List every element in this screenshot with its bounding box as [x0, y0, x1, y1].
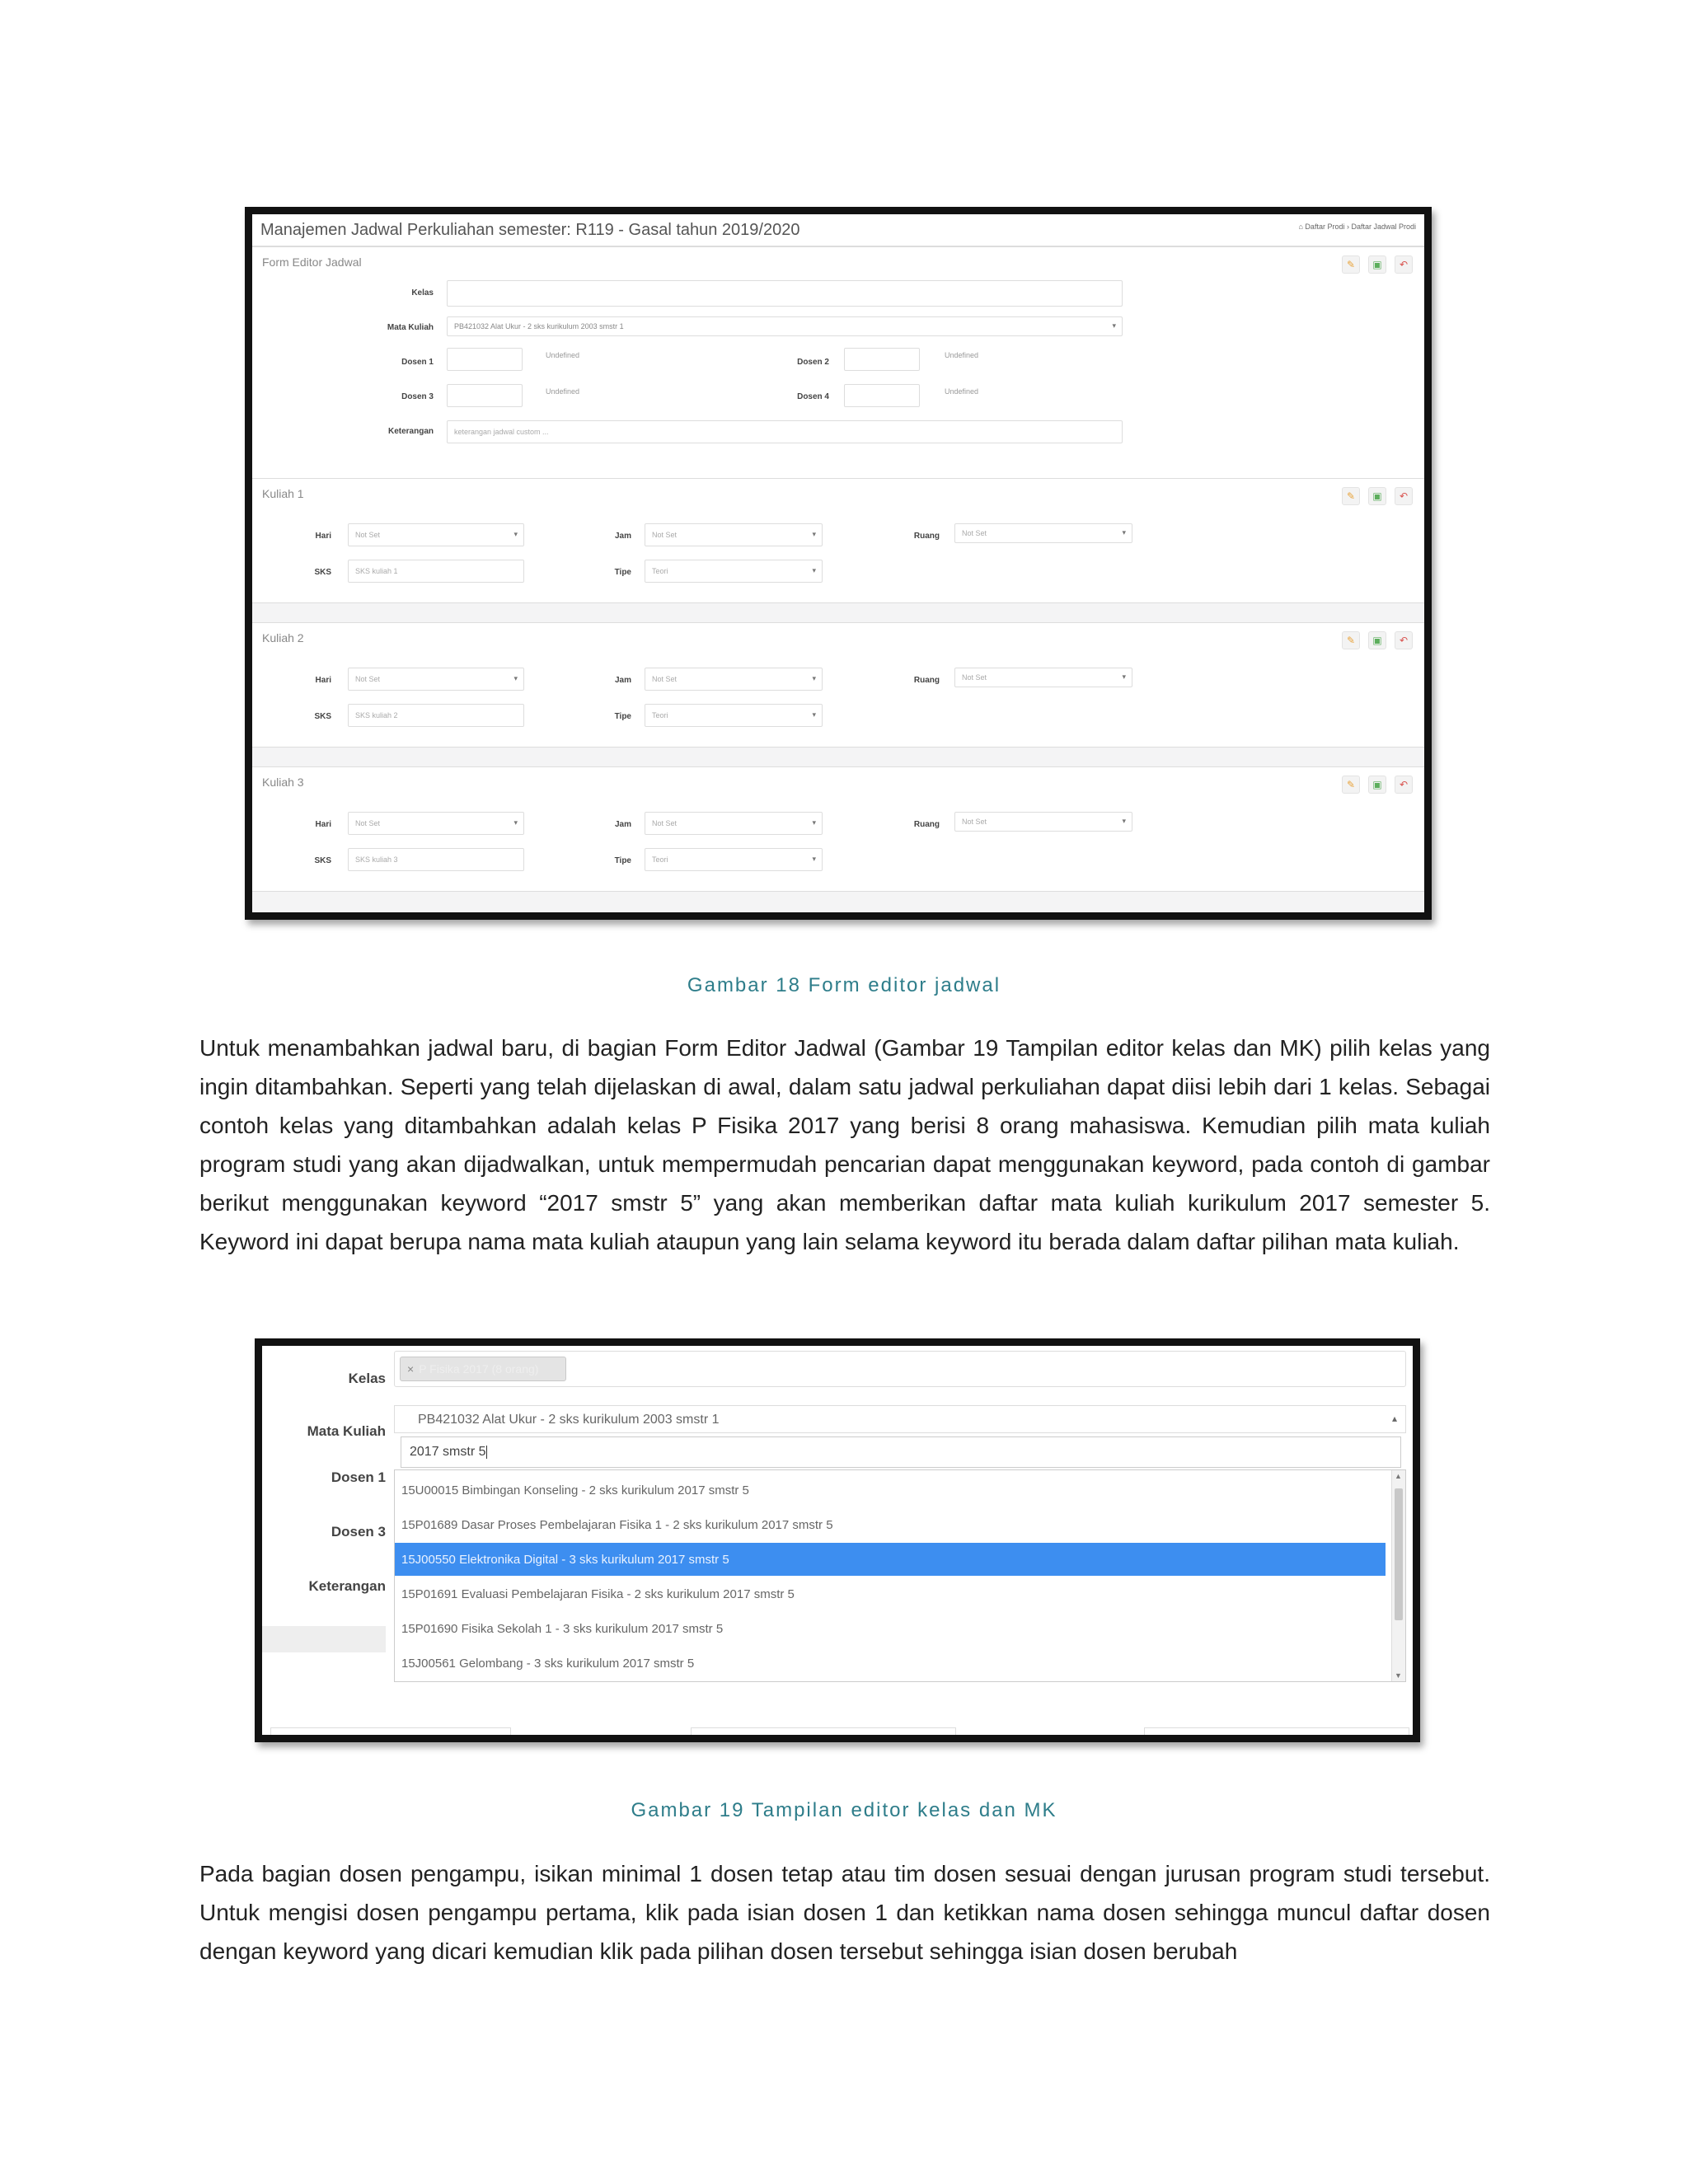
tipe-select[interactable]: [645, 848, 823, 871]
tipe-label: Tipe: [614, 568, 631, 577]
undo-icon[interactable]: ↶: [1395, 776, 1413, 794]
ruang-label: Ruang: [913, 676, 940, 685]
jam-select[interactable]: [645, 668, 823, 691]
chevron-down-icon: ▾: [1122, 817, 1126, 825]
kelas-chip-label: P Fisika 2017 (8 orang): [419, 1362, 539, 1376]
chevron-up-icon: ▴: [1391, 1413, 1397, 1424]
sks-label: SKS: [314, 568, 331, 577]
tipe-label: Tipe: [614, 712, 631, 721]
mata-kuliah-value: PB421032 Alat Ukur - 2 sks kurikulum 2003 smstr 1: [454, 322, 624, 330]
sks-placeholder: SKS kuliah 2: [355, 711, 398, 719]
ruang-select[interactable]: [954, 812, 1132, 832]
tipe-label: Tipe: [614, 856, 631, 865]
page-header: [252, 214, 1424, 246]
kelas-chip[interactable]: [400, 1357, 566, 1381]
kuliah-title: Kuliah 3: [262, 776, 304, 789]
jam-value: Not Set: [652, 531, 678, 539]
mata-kuliah-select[interactable]: [447, 316, 1123, 336]
hari-value: Not Set: [355, 675, 381, 683]
chevron-down-icon: ▾: [812, 530, 816, 538]
dosen1-label: Dosen 1: [331, 1469, 386, 1485]
dosen4-name: Undefined: [945, 387, 979, 396]
jam-select[interactable]: [645, 812, 823, 835]
jam-value: Not Set: [652, 819, 678, 827]
panel-title: Form Editor Jadwal: [262, 255, 362, 269]
ruang-label: Ruang: [913, 820, 940, 829]
kelas-mk-editor-screenshot: [255, 1338, 1420, 1742]
jam-value: Not Set: [652, 675, 678, 683]
edit-icon[interactable]: ✎: [1342, 255, 1360, 274]
undo-icon[interactable]: ↶: [1395, 631, 1413, 649]
chevron-down-icon: ▾: [812, 710, 816, 719]
chevron-down-icon: ▾: [513, 674, 518, 682]
scrollbar[interactable]: [1391, 1470, 1405, 1681]
tipe-value: Teori: [652, 567, 668, 575]
label-column: [262, 1346, 386, 1735]
sks-input[interactable]: [348, 704, 524, 727]
sks-input[interactable]: [348, 560, 524, 583]
form-editor-panel: [252, 246, 1424, 479]
hari-select[interactable]: [348, 812, 524, 835]
mata-kuliah-label: Mata Kuliah: [307, 1423, 386, 1439]
sks-label: SKS: [314, 712, 331, 721]
chevron-down-icon: ▾: [1122, 673, 1126, 681]
save-icon[interactable]: ▣: [1368, 255, 1386, 274]
dosen2-name: Undefined: [945, 351, 979, 359]
save-icon[interactable]: ▣: [1368, 487, 1386, 505]
tipe-select[interactable]: [645, 704, 823, 727]
kuliah-title: Kuliah 2: [262, 631, 304, 644]
hari-select[interactable]: [348, 668, 524, 691]
figure18-caption: Gambar 18 Form editor jadwal: [687, 974, 1001, 996]
dosen4-input[interactable]: [844, 384, 920, 407]
kuliah-panel: [252, 766, 1424, 892]
tipe-select[interactable]: [645, 560, 823, 583]
dosen-input-partial: [270, 1727, 511, 1742]
sks-label: SKS: [314, 856, 331, 865]
hari-select[interactable]: [348, 523, 524, 546]
mata-kuliah-search-input[interactable]: [401, 1436, 1401, 1468]
breadcrumb[interactable]: ⌂ Daftar Prodi › Daftar Jadwal Prodi: [1298, 223, 1416, 231]
mata-kuliah-label: Mata Kuliah: [387, 323, 434, 332]
dosen3-label: Dosen 3: [401, 392, 434, 401]
hari-value: Not Set: [355, 819, 381, 827]
hari-label: Hari: [315, 532, 331, 541]
jam-label: Jam: [614, 676, 631, 685]
dosen2-label: Dosen 2: [797, 358, 829, 367]
dosen3-input[interactable]: [447, 384, 523, 407]
undo-icon[interactable]: ↶: [1395, 487, 1413, 505]
kuliah-panel: [252, 478, 1424, 603]
paragraph-2: Pada bagian dosen pengampu, isikan minimal 1 dosen tetap atau tim dosen sesuai dengan jurusan program studi tersebut. Untuk mengisi dosen pengampu pertama, klik pada isian dosen 1 dan ketikkan nama dosen sehingga muncul daftar dosen dengan keyword yang dicari kemudian klik pada pilihan dosen tersebut sehingga isian dosen berubah: [199, 1861, 1490, 1964]
chevron-down-icon: ▾: [1122, 528, 1126, 537]
undo-icon[interactable]: ↶: [1395, 255, 1413, 274]
sks-placeholder: SKS kuliah 3: [355, 855, 398, 864]
search-value: 2017 smstr 5: [410, 1445, 486, 1459]
hari-label: Hari: [315, 820, 331, 829]
option-item[interactable]: 15P01690 Fisika Sekolah 1 - 3 sks kurikulum 2017 smstr 5: [401, 1622, 724, 1636]
kelas-label: Kelas: [348, 1371, 386, 1386]
dosen3-name: Undefined: [546, 387, 580, 396]
edit-icon[interactable]: ✎: [1342, 776, 1360, 794]
keterangan-label: Keterangan: [308, 1578, 386, 1594]
edit-icon[interactable]: ✎: [1342, 487, 1360, 505]
ruang-value: Not Set: [962, 818, 987, 826]
tipe-value: Teori: [652, 855, 668, 864]
mata-kuliah-select[interactable]: [394, 1405, 1406, 1433]
keterangan-input[interactable]: [447, 420, 1123, 443]
sks-input[interactable]: [348, 848, 524, 871]
form-editor-screenshot: [245, 207, 1432, 920]
kelas-input[interactable]: [447, 280, 1123, 307]
close-icon[interactable]: ×: [407, 1362, 415, 1376]
hari-value: Not Set: [355, 531, 381, 539]
scroll-down-icon[interactable]: ▼: [1395, 1671, 1402, 1680]
option-item[interactable]: 15U00015 Bimbingan Konseling - 2 sks kurikulum 2017 smstr 5: [401, 1483, 749, 1497]
dosen3-label: Dosen 3: [331, 1524, 386, 1540]
kuliah-title: Kuliah 1: [262, 487, 304, 500]
scrollbar-thumb[interactable]: [1395, 1488, 1403, 1620]
ruang-value: Not Set: [962, 673, 987, 682]
text-cursor: [486, 1446, 487, 1459]
dosen1-label: Dosen 1: [401, 358, 434, 367]
figure19-caption: Gambar 19 Tampilan editor kelas dan MK: [631, 1799, 1057, 1821]
dosen4-label: Dosen 4: [797, 392, 829, 401]
chevron-down-icon: ▾: [812, 674, 816, 682]
ruang-input-partial: [1144, 1727, 1409, 1742]
jam-label: Jam: [614, 820, 631, 829]
sks-placeholder: SKS kuliah 1: [355, 567, 398, 575]
ruang-value: Not Set: [962, 529, 987, 537]
hari-label: Hari: [315, 676, 331, 685]
section-divider: [262, 1626, 386, 1652]
jam-label: Jam: [614, 532, 631, 541]
edit-icon[interactable]: ✎: [1342, 631, 1360, 649]
option-item[interactable]: 15P01691 Evaluasi Pembelajaran Fisika - 2 sks kurikulum 2017 smstr 5: [401, 1587, 795, 1601]
chevron-down-icon: ▾: [1112, 321, 1116, 330]
kuliah-panel: [252, 622, 1424, 748]
chevron-down-icon: ▾: [812, 566, 816, 574]
kelas-label: Kelas: [411, 288, 434, 298]
page-title: Manajemen Jadwal Perkuliahan semester: R119 - Gasal tahun 2019/2020: [260, 220, 800, 239]
chevron-down-icon: ▾: [513, 530, 518, 538]
jam-input-partial: [691, 1727, 956, 1742]
tipe-value: Teori: [652, 711, 668, 719]
dosen2-input[interactable]: [844, 348, 920, 371]
option-item[interactable]: 15J00561 Gelombang - 3 sks kurikulum 2017 smstr 5: [401, 1657, 695, 1671]
kelas-input[interactable]: [394, 1351, 1406, 1387]
mata-kuliah-options-list[interactable]: [394, 1469, 1406, 1682]
save-icon[interactable]: ▣: [1368, 776, 1386, 794]
paragraph-1: Untuk menambahkan jadwal baru, di bagian Form Editor Jadwal (Gambar 19 Tampilan editor kelas dan MK) pilih kelas yang ingin ditambahkan. Seperti yang telah dijelaskan di awal, dalam satu jadwal perkuliahan dapat diisi lebih dari 1 kelas. Sebagai contoh kelas yang ditambahkan adalah kelas P Fisika 2017 yang berisi 8 orang mahasiswa. Kemudian pilih mata kuliah program studi yang akan dijadwalkan, untuk mempermudah pencarian dapat menggunakan keyword, pada contoh di gambar berikut menggunakan keyword “2017 smstr 5” yang akan memberikan daftar mata kuliah kurikulum 2017 semester 5. Keyword ini dapat berupa nama mata kuliah ataupun yang lain selama keyword itu berada dalam daftar pilihan mata kuliah.: [199, 1035, 1490, 1254]
chevron-down-icon: ▾: [812, 818, 816, 827]
keterangan-placeholder: keterangan jadwal custom ...: [454, 428, 549, 436]
mata-kuliah-value: PB421032 Alat Ukur - 2 sks kurikulum 2003 smstr 1: [418, 1413, 720, 1427]
dosen1-input[interactable]: [447, 348, 523, 371]
chevron-down-icon: ▾: [513, 818, 518, 827]
scroll-up-icon[interactable]: ▲: [1395, 1472, 1402, 1480]
ruang-select[interactable]: [954, 668, 1132, 687]
option-item[interactable]: 15P01689 Dasar Proses Pembelajaran Fisika 1 - 2 sks kurikulum 2017 smstr 5: [401, 1518, 833, 1532]
dosen1-name: Undefined: [546, 351, 580, 359]
ruang-select[interactable]: [954, 523, 1132, 543]
chevron-down-icon: ▾: [812, 855, 816, 863]
keterangan-label: Keterangan: [387, 427, 434, 436]
save-icon[interactable]: ▣: [1368, 631, 1386, 649]
option-item-selected[interactable]: 15J00550 Elektronika Digital - 3 sks kurikulum 2017 smstr 5: [395, 1543, 1386, 1576]
ruang-label: Ruang: [913, 532, 940, 541]
jam-select[interactable]: [645, 523, 823, 546]
